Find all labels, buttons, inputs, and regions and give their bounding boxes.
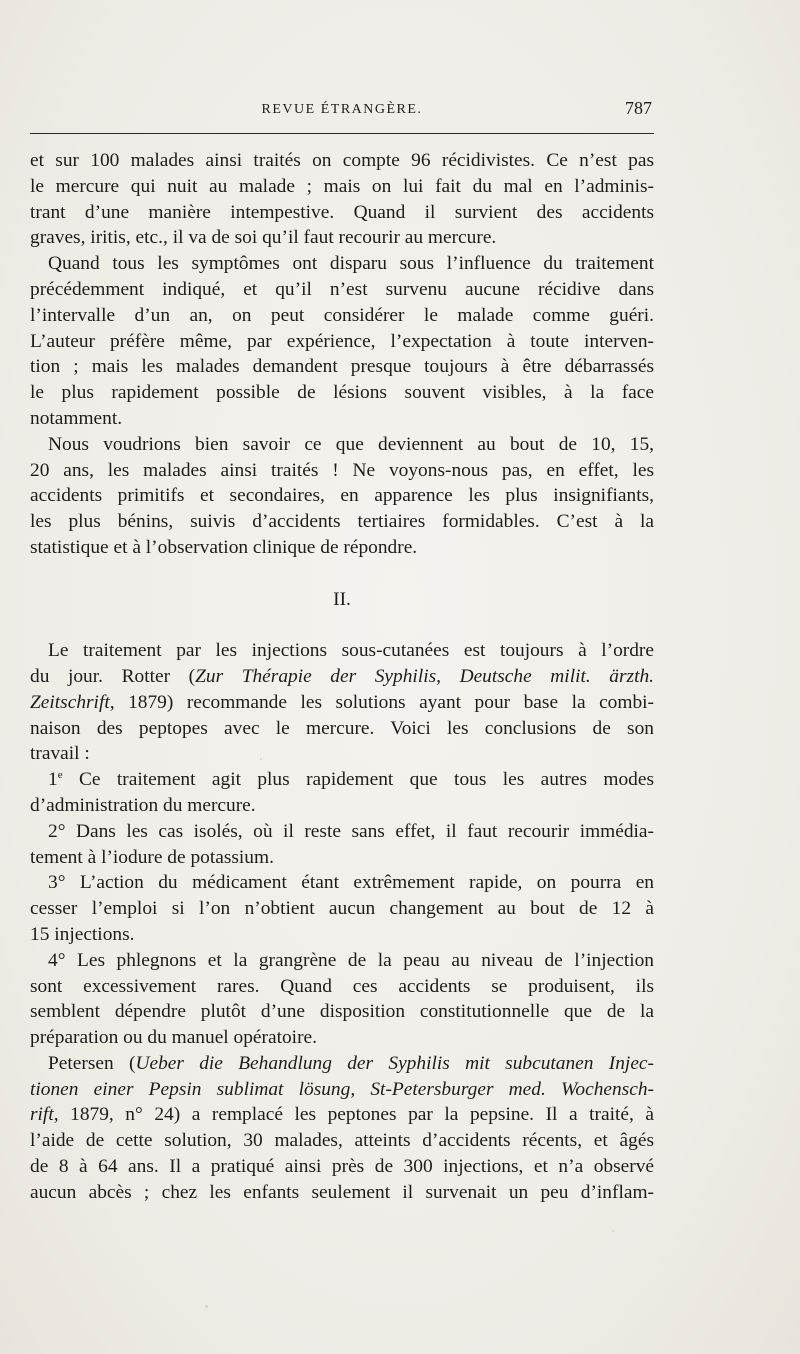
section-spacer bbox=[30, 561, 654, 587]
text-line bbox=[30, 1051, 654, 1077]
text-line: l’aide de cette solution, 30 malades, atteints d’accidents récents, et âgés bbox=[30, 1130, 654, 1152]
text-line: aucun abcès ; chez les enfants seulement il survenait un peu d’inflam- bbox=[30, 1181, 654, 1203]
text-line: 15 injections. bbox=[30, 923, 135, 945]
text-line: L’auteur préfère même, par expérience, l’expectation à toute interven- bbox=[30, 330, 654, 352]
text-run: 1879) recommande les solutions ayant pour base la combi- bbox=[114, 691, 654, 713]
running-header bbox=[32, 96, 652, 122]
text-line: 2° Dans les cas isolés, où il reste sans effet, il faut recourir immédia- bbox=[48, 820, 654, 842]
page-number: 787 bbox=[625, 98, 652, 118]
text-line: 3° L’action du médicament étant extrêmement rapide, on pourra en bbox=[48, 872, 654, 894]
text-line: le mercure qui nuit au malade ; mais on lui fait du mal en l’adminis- bbox=[30, 175, 654, 197]
text-line: statistique et à l’observation clinique de répondre. bbox=[30, 536, 418, 558]
body-text bbox=[30, 148, 654, 1206]
text-line: l’intervalle d’un an, on peut considérer le malade comme guéri. bbox=[30, 304, 654, 326]
text-line: les plus bénins, suivis d’accidents tertiaires formidables. C’est à la bbox=[30, 511, 654, 533]
text-run: Ce traitement agit plus rapidement que tous les autres modes bbox=[62, 769, 654, 791]
text-line bbox=[30, 1077, 654, 1103]
citation-title: Zeitschrift, bbox=[30, 691, 115, 713]
text-line: cesser l’emploi si l’on n’obtient aucun changement au bout de 12 à bbox=[30, 898, 654, 920]
text-line: Le traitement par les injections sous-cutanées est toujours à l’ordre bbox=[48, 640, 654, 662]
text-line: tion ; mais les malades demandent presque toujours à être débarrassés bbox=[30, 356, 654, 378]
text-run: 1879, n° 24) a remplacé les peptones par la pepsine. Il a traité, à bbox=[58, 1104, 654, 1126]
text-line bbox=[30, 690, 654, 716]
ordinal-suffix: e bbox=[57, 769, 63, 782]
paper-speck bbox=[260, 758, 262, 760]
citation-title: Ueber die Behandlung der Syphilis mit subcutanen Injec- bbox=[135, 1052, 654, 1074]
text-line: précédemment indiqué, et qu’il n’est survenu aucune récidive dans bbox=[30, 278, 654, 300]
text-line: 20 ans, les malades ainsi traités ! Ne voyons-nous pas, en effet, les bbox=[30, 459, 654, 481]
citation-title: Zur Thérapie der Syphilis, Deutsche milit. ärzth. bbox=[195, 665, 654, 687]
text-line: notamment. bbox=[30, 407, 123, 429]
paper-speck bbox=[205, 1305, 208, 1308]
text-run: Petersen ( bbox=[48, 1052, 136, 1074]
text-line: 4° Les phlegnons et la grangrène de la peau au niveau de l’injection bbox=[48, 949, 654, 971]
running-title: REVUE ÉTRANGÈRE. bbox=[261, 102, 423, 117]
text-line: naison des peptopes avec le mercure. Voici les conclusions de son bbox=[30, 717, 654, 739]
text-line: Quand tous les symptômes ont disparu sous l’influence du traitement bbox=[48, 253, 654, 275]
text-line: travail : bbox=[30, 743, 90, 765]
section-heading: II. bbox=[333, 588, 351, 610]
section-spacer bbox=[30, 612, 654, 638]
citation-title: tionen einer Pepsin sublimat lösung, St-Petersburger med. Wochensch- bbox=[30, 1078, 654, 1100]
text-line bbox=[30, 1102, 654, 1128]
text-line: préparation ou du manuel opératoire. bbox=[30, 1027, 317, 1049]
text-line: accidents primitifs et secondaires, en apparence les plus insignifiants, bbox=[30, 485, 654, 507]
text-line: tement à l’iodure de potassium. bbox=[30, 846, 274, 868]
list-number: 1 bbox=[48, 769, 58, 791]
text-line: et sur 100 malades ainsi traités on compte 96 récidivistes. Ce n’est pas bbox=[30, 150, 654, 171]
text-line: d’administration du mercure. bbox=[30, 794, 256, 816]
text-line: trant d’une manière intempestive. Quand il survient des accidents bbox=[30, 201, 654, 223]
text-line: Nous voudrions bien savoir ce que deviennent au bout de 10, 15, bbox=[48, 433, 654, 455]
text-line: le plus rapidement possible de lésions souvent visibles, à la face bbox=[30, 382, 654, 404]
text-line: de 8 à 64 ans. Il a pratiqué ainsi près de 300 injections, et n’a observé bbox=[30, 1156, 654, 1178]
text-line: graves, iritis, etc., il va de soi qu’il faut recourir au mercure. bbox=[30, 227, 497, 249]
text-line bbox=[30, 767, 654, 793]
citation-title: rift, bbox=[30, 1104, 59, 1126]
text-line bbox=[30, 664, 654, 690]
paper-speck bbox=[612, 1230, 614, 1232]
text-line: sont excessivement rares. Quand ces accidents se produisent, ils bbox=[30, 975, 654, 997]
text-line: semblent dépendre plutôt d’une disposition constitutionnelle que de la bbox=[30, 1001, 654, 1023]
header-rule bbox=[30, 133, 654, 134]
text-run: du jour. Rotter ( bbox=[30, 665, 196, 687]
